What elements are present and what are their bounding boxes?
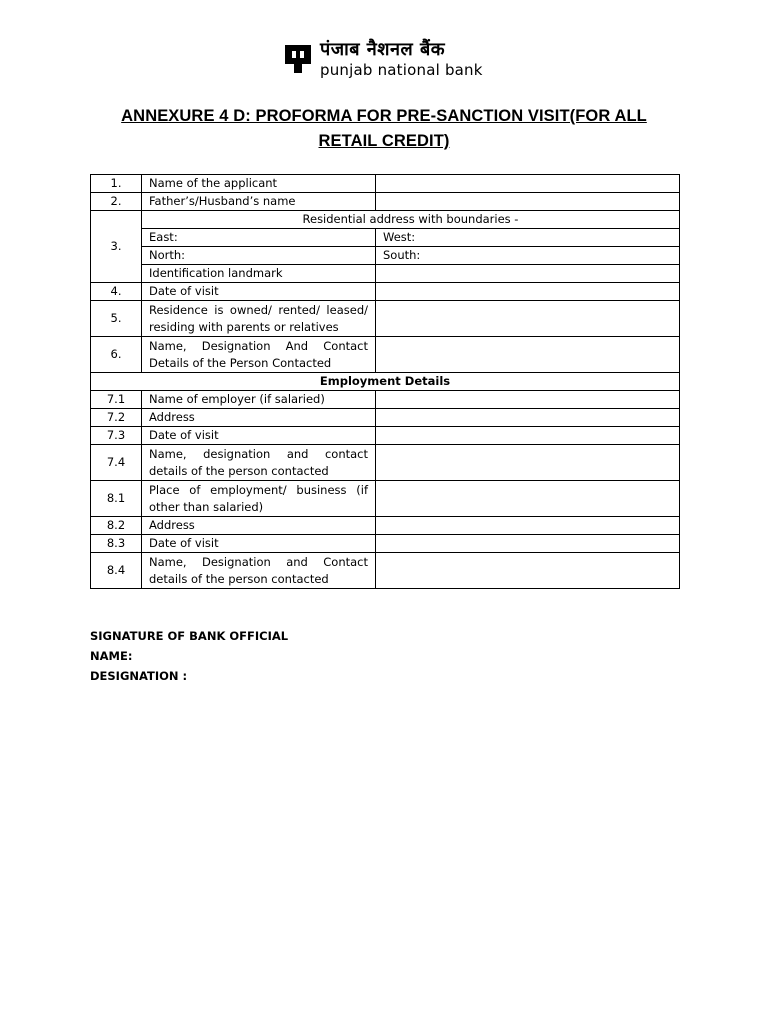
table-row bbox=[91, 193, 680, 211]
pnb-logo-icon bbox=[283, 42, 313, 76]
row-label: Name, designation and contact details of the person contacted bbox=[142, 445, 376, 481]
north-boundary-label: North: bbox=[142, 247, 376, 265]
row-number: 2. bbox=[91, 193, 142, 211]
name-label: NAME: bbox=[90, 649, 133, 663]
row-number: 8.2 bbox=[91, 517, 142, 535]
table-row bbox=[91, 445, 680, 481]
signature-label: SIGNATURE OF BANK OFFICIAL bbox=[90, 629, 289, 643]
table-row bbox=[91, 301, 680, 337]
east-boundary-label: East: bbox=[142, 229, 376, 247]
row-number: 3. bbox=[91, 211, 142, 283]
row-value-cell bbox=[376, 175, 680, 193]
bank-name-hindi: पंजाब नैशनल बैंक bbox=[320, 39, 446, 60]
row-label: Name of the applicant bbox=[142, 175, 376, 193]
row-number: 7.3 bbox=[91, 427, 142, 445]
bank-logo bbox=[283, 40, 483, 82]
row-number: 6. bbox=[91, 337, 142, 373]
row-value-cell bbox=[376, 391, 680, 409]
row-value-cell bbox=[376, 301, 680, 337]
row-number: 1. bbox=[91, 175, 142, 193]
signature-block bbox=[90, 626, 288, 686]
table-row bbox=[91, 175, 680, 193]
row-value-cell bbox=[376, 409, 680, 427]
row-label: Name of employer (if salaried) bbox=[142, 391, 376, 409]
west-boundary-label: West: bbox=[376, 229, 680, 247]
row-label: Date of visit bbox=[142, 535, 376, 553]
table-row bbox=[91, 373, 680, 391]
row-number: 5. bbox=[91, 301, 142, 337]
row-label: Name, Designation And Contact Details of the Person Contacted bbox=[142, 337, 376, 373]
row-value-cell bbox=[376, 481, 680, 517]
row-value-cell bbox=[376, 553, 680, 589]
row-value-cell bbox=[376, 265, 680, 283]
table-row bbox=[91, 337, 680, 373]
table-row bbox=[91, 535, 680, 553]
row-number: 7.1 bbox=[91, 391, 142, 409]
address-header: Residential address with boundaries - bbox=[142, 211, 680, 229]
row-value-cell bbox=[376, 445, 680, 481]
row-label: Father’s/Husband’s name bbox=[142, 193, 376, 211]
row-value-cell bbox=[376, 337, 680, 373]
row-label: Address bbox=[142, 409, 376, 427]
landmark-label: Identification landmark bbox=[142, 265, 376, 283]
table-row bbox=[91, 481, 680, 517]
table-row bbox=[91, 283, 680, 301]
employment-section-header: Employment Details bbox=[91, 373, 680, 391]
row-number: 8.1 bbox=[91, 481, 142, 517]
table-row bbox=[91, 517, 680, 535]
row-value-cell bbox=[376, 517, 680, 535]
row-label: Name, Designation and Contact details of the person contacted bbox=[142, 553, 376, 589]
table-row bbox=[91, 229, 680, 247]
proforma-table bbox=[90, 174, 680, 589]
south-boundary-label: South: bbox=[376, 247, 680, 265]
row-value-cell bbox=[376, 283, 680, 301]
row-value-cell bbox=[376, 535, 680, 553]
bank-name-english: punjab national bank bbox=[320, 61, 483, 79]
row-label: Place of employment/ business (if other than salaried) bbox=[142, 481, 376, 517]
designation-label: DESIGNATION : bbox=[90, 669, 188, 683]
row-label: Residence is owned/ rented/ leased/ residing with parents or relatives bbox=[142, 301, 376, 337]
table-row bbox=[91, 391, 680, 409]
table-row bbox=[91, 265, 680, 283]
row-number: 4. bbox=[91, 283, 142, 301]
table-row bbox=[91, 211, 680, 229]
row-value-cell bbox=[376, 193, 680, 211]
row-number: 8.3 bbox=[91, 535, 142, 553]
row-number: 8.4 bbox=[91, 553, 142, 589]
table-row bbox=[91, 247, 680, 265]
row-label: Date of visit bbox=[142, 283, 376, 301]
table-row bbox=[91, 427, 680, 445]
row-number: 7.2 bbox=[91, 409, 142, 427]
table-row bbox=[91, 553, 680, 589]
table-row bbox=[91, 409, 680, 427]
row-value-cell bbox=[376, 427, 680, 445]
title-line-2: RETAIL CREDIT) bbox=[318, 132, 450, 150]
title-line-1: ANNEXURE 4 D: PROFORMA FOR PRE-SANCTION VISIT(FOR ALL bbox=[121, 107, 647, 125]
row-label: Date of visit bbox=[142, 427, 376, 445]
row-label: Address bbox=[142, 517, 376, 535]
page-title bbox=[90, 104, 678, 154]
row-number: 7.4 bbox=[91, 445, 142, 481]
